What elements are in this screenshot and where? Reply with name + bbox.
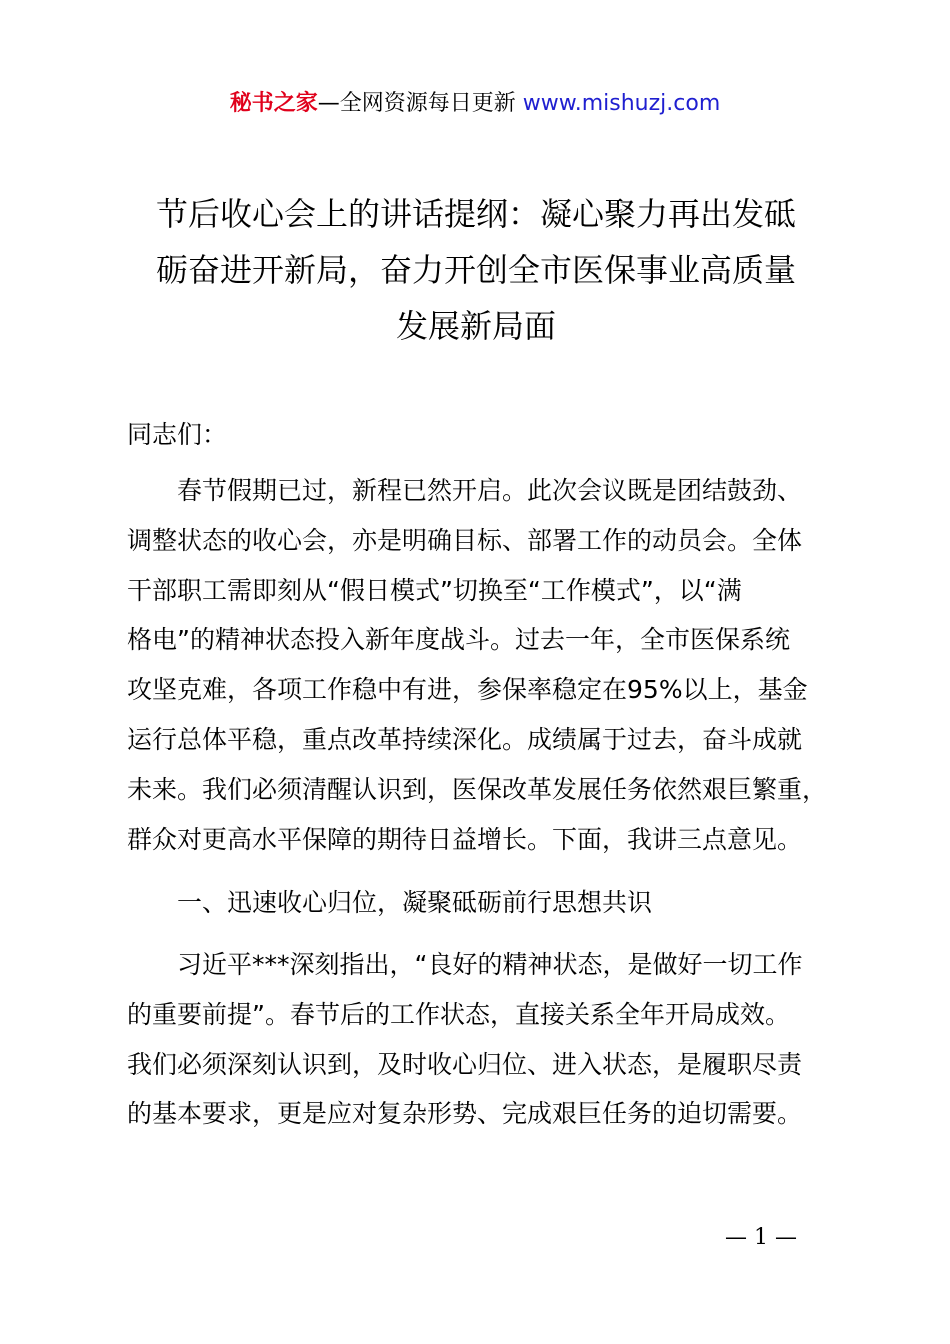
paragraph-line: 我们必须深刻认识到，及时收心归位、进入状态，是履职尽责 (127, 1049, 803, 1079)
paragraph-line: 习近平***深刻指出，“良好的精神状态，是做好一切工作 (177, 950, 803, 979)
paragraph-line: 未来。我们必须清醒认识到，医保改革发展任务依然艰巨繁重， (127, 774, 828, 804)
paragraph-section1 (127, 940, 833, 1139)
paragraph-line: 的基本要求，更是应对复杂形势、完成艰巨任务的迫切需要。 (127, 1099, 803, 1129)
title-line: 砺奋进开新局，奋力开创全市医保事业高质量 (155, 251, 796, 289)
paragraph-line: 春节假期已过，新程已然开启。此次会议既是团结鼓劲、 (177, 476, 803, 505)
title-line: 节后收心会上的讲话提纲：凝心聚力再出发砥 (155, 195, 796, 233)
document-title (120, 186, 832, 354)
paragraph-line: 攻坚克难，各项工作稳中有进，参保率稳定在95%以上，基金 (127, 675, 808, 705)
paragraph-line: 格电”的精神状态投入新年度战斗。过去一年，全市医保系统 (127, 625, 790, 655)
page-number: — 1 — (725, 1225, 797, 1250)
brand-name: 秘书之家 (229, 91, 318, 116)
site-header (0, 88, 950, 120)
salutation: 同志们： (127, 420, 228, 449)
paragraph-intro (127, 466, 833, 864)
paragraph-line: 群众对更高水平保障的期待日益增长。下面，我讲三点意见。 (127, 824, 803, 854)
site-url-link[interactable]: www.mishuzj.com (522, 91, 721, 116)
paragraph-line: 的重要前提”。春节后的工作状态，直接关系全年开局成效。 (127, 999, 790, 1029)
header-tagline: —全网资源每日更新 (317, 91, 523, 116)
title-line: 发展新局面 (395, 307, 556, 345)
paragraph-line: 运行总体平稳，重点改革持续深化。成绩属于过去，奋斗成就 (127, 724, 803, 754)
paragraph-line: 调整状态的收心会，亦是明确目标、部署工作的动员会。全体 (127, 525, 803, 555)
paragraph-line: 干部职工需即刻从“假日模式”切换至“工作模式”，以“满 (127, 575, 742, 605)
section-heading-1: 一、迅速收心归位，凝聚砥砺前行思想共识 (177, 888, 653, 917)
